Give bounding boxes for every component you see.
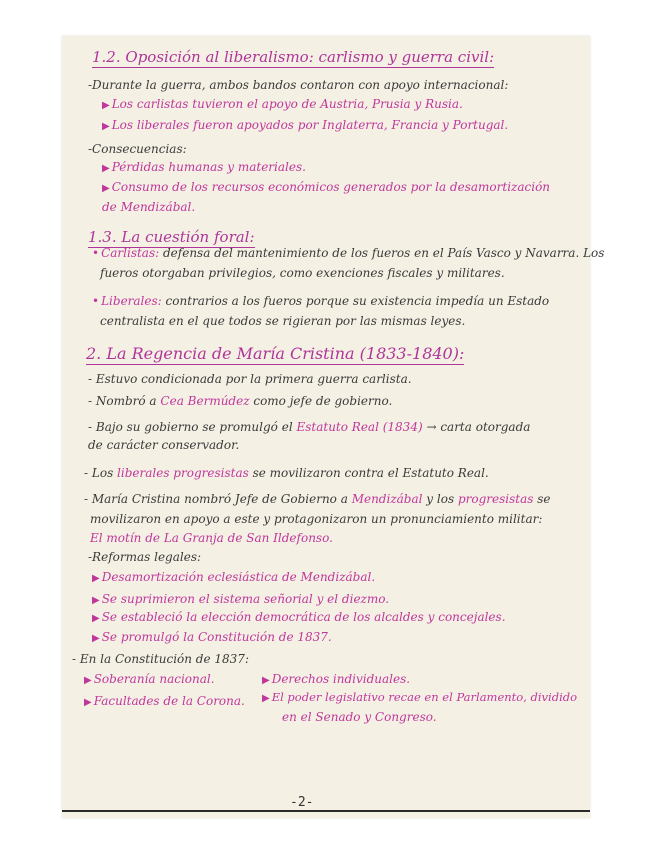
text-line: • Liberales: contrarios a los fueros porque su existencia impedía un Estado [92, 294, 550, 308]
page-number: -2- [290, 795, 314, 810]
text-line: de Mendizábal. [102, 200, 196, 214]
text-line: • Carlistas: defensa del mantenimiento de los fueros en el País Vasco y Navarra. Los [92, 246, 605, 260]
text-line: - Bajo su gobierno se promulgó el Estatuto Real (1834) → carta otorgada [88, 420, 531, 434]
text-line: -Durante la guerra, ambos bandos contaron con apoyo internacional: [88, 78, 509, 92]
text-line: en el Senado y Congreso. [282, 710, 437, 724]
bullet-item: ▶ Desamortización eclesiástica de Mendizábal. [92, 570, 376, 584]
bullet-item: ▶ El poder legislativo recae en el Parlamento, dividido [262, 690, 578, 704]
triangle-bullet-icon: ▶ [84, 697, 92, 708]
triangle-bullet-icon: ▶ [102, 183, 110, 194]
text-line: - En la Constitución de 1837: [72, 652, 249, 666]
bullet-item: ▶ Se suprimieron el sistema señorial y el diezmo. [92, 592, 390, 606]
bullet-item: ▶ Derechos individuales. [262, 672, 411, 686]
bullet-item: ▶ Se estableció la elección democrática de los alcaldes y concejales. [92, 610, 506, 624]
section-heading-1-2: 1.2. Oposición al liberalismo: carlismo y guerra civil: [92, 48, 495, 66]
triangle-bullet-icon: ▶ [92, 573, 100, 584]
triangle-bullet-icon: ▶ [102, 163, 110, 174]
text-line: de carácter conservador. [88, 438, 240, 452]
triangle-bullet-icon: ▶ [84, 675, 92, 686]
bullet-item: ▶ Pérdidas humanas y materiales. [102, 160, 306, 174]
triangle-bullet-icon: ▶ [92, 595, 100, 606]
section-heading-2: 2. La Regencia de María Cristina (1833-1840): [86, 344, 465, 363]
text-line: - María Cristina nombró Jefe de Gobierno a Mendizábal y los progresistas se [84, 492, 551, 506]
section-heading-1-3: 1.3. La cuestión foral: [88, 228, 255, 246]
bullet-item: ▶ Los liberales fueron apoyados por Inglaterra, Francia y Portugal. [102, 118, 509, 132]
text-line: El motín de La Granja de San Ildefonso. [90, 531, 333, 545]
text-line: centralista en el que todos se rigieran por las mismas leyes. [100, 314, 466, 328]
text-line: -Reformas legales: [88, 550, 202, 564]
triangle-bullet-icon: ▶ [262, 675, 270, 686]
bullet-item: ▶ Facultades de la Corona. [84, 694, 245, 708]
bullet-item: ▶ Soberanía nacional. [84, 672, 215, 686]
text-line: - Nombró a Cea Bermúdez como jefe de gobierno. [88, 394, 393, 408]
bullet-item: ▶ Se promulgó la Constitución de 1837. [92, 630, 332, 644]
bullet-item: ▶ Los carlistas tuvieron el apoyo de Austria, Prusia y Rusia. [102, 97, 463, 111]
triangle-bullet-icon: ▶ [102, 121, 110, 132]
text-line: fueros otorgaban privilegios, como exenciones fiscales y militares. [100, 266, 505, 280]
bullet-item: ▶ Consumo de los recursos económicos generados por la desamortización [102, 180, 551, 194]
triangle-bullet-icon: ▶ [92, 613, 100, 624]
triangle-bullet-icon: ▶ [262, 693, 270, 704]
triangle-bullet-icon: ▶ [92, 633, 100, 644]
text-line: -Consecuencias: [88, 142, 187, 156]
text-line: movilizaron en apoyo a este y protagonizaron un pronunciamiento militar: [90, 512, 543, 526]
text-line: - Estuvo condicionada por la primera guerra carlista. [88, 372, 412, 386]
page-bottom-line [62, 810, 590, 812]
text-line: - Los liberales progresistas se movilizaron contra el Estatuto Real. [84, 466, 489, 480]
triangle-bullet-icon: ▶ [102, 100, 110, 111]
